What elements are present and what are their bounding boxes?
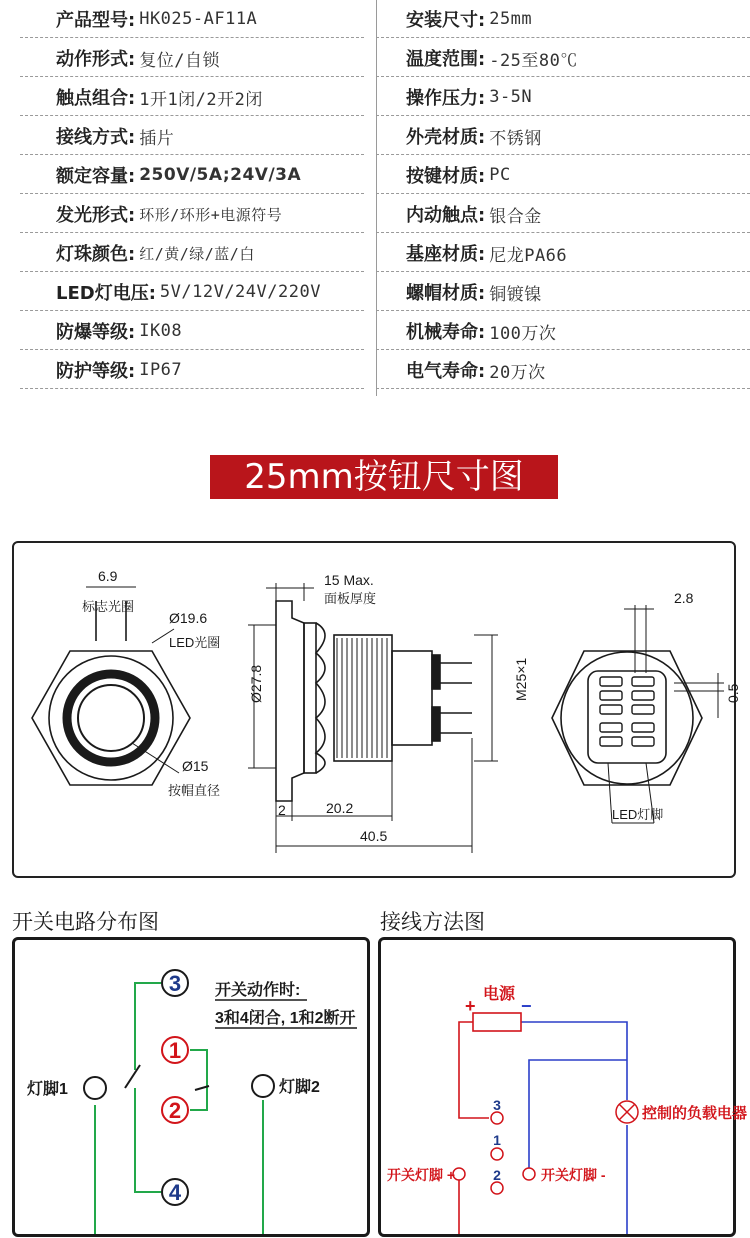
spec-label: 电气寿命: [406,361,486,382]
circuit-terminal-2: 2 [168,1098,182,1123]
dim-20-2: 20.2 [326,800,354,816]
dim-19-6: Ø19.6 [169,610,208,626]
wiring-panel [378,937,748,1237]
dim-m25: M25×1 [513,657,529,701]
spec-label: 内动触点: [406,205,486,226]
wiring-power-label: 电源 [483,986,516,1003]
spec-label: 机械寿命: [406,322,486,343]
spec-row [376,78,750,116]
spec-label: 操作压力: [406,88,486,109]
label-indicator-ring: 标志光圈 [82,599,135,614]
circuit-panel [12,937,370,1237]
circuit-lamp2-label: 灯脚2 [279,1079,320,1096]
side-thread [334,635,392,761]
spec-label: LED灯电压: [56,283,156,304]
wiring-pin-plus-label: 开关灯脚 + [387,1167,456,1183]
spec-row [20,117,364,155]
wiring-terminal-1: 1 [493,1132,501,1148]
dimension-drawing-panel [12,541,741,878]
circuit-terminal-3: 3 [168,971,182,996]
front-button-cap [78,685,144,751]
spec-value: 100万次 [489,323,557,344]
dimension-drawing [14,543,741,876]
wiring-minus: − [521,996,532,1016]
spec-row [20,273,364,311]
spec-label: 接线方式: [56,127,136,148]
circuit-section-title: 开关电路分布图 [12,910,159,934]
spec-label: 螺帽材质: [406,283,486,304]
dim-2-8: 2.8 [674,590,694,606]
spec-row [20,351,364,389]
spec-row [376,156,750,194]
spec-label: 基座材质: [406,244,486,265]
spec-row [20,156,364,194]
dimension-banner-title: 25mm按钮尺寸图 [210,455,558,499]
spec-row [20,312,364,350]
wiring-load-label: 控制的负载电器 [642,1105,748,1122]
spec-row [376,273,750,311]
spec-value: 铜镀镍 [489,284,542,305]
spec-row [20,78,364,116]
spec-label: 灯珠颜色: [56,244,136,265]
wiring-section-title: 接线方法图 [380,910,485,934]
spec-label: 温度范围: [406,49,486,70]
spec-value: 插片 [139,128,175,149]
circuit-diagram [15,940,367,1234]
spec-label: 防护等级: [56,361,136,382]
dim-0-5: 0.5 [725,683,741,703]
dim-27-8: Ø27.8 [248,664,264,703]
rear-view [552,605,724,823]
spec-label: 动作形式: [56,49,136,70]
side-flange [276,601,304,801]
spec-value: 银合金 [489,206,542,227]
circuit-terminal-4: 4 [168,1180,182,1205]
spec-value: 3-5N [489,87,533,107]
spec-row [376,117,750,155]
spec-value: 复位/自锁 [139,50,220,71]
spec-row [20,39,364,77]
spec-row [376,0,750,38]
wiring-terminal-3: 3 [493,1097,501,1113]
spec-label: 额定容量: [56,166,136,187]
wiring-pin-minus-label: 开关灯脚 - [541,1167,606,1183]
spec-value: 20万次 [489,362,546,383]
spec-label: 外壳材质: [406,127,486,148]
spec-row [20,234,364,272]
spec-value: -25至80℃ [489,50,578,71]
spec-row [376,234,750,272]
dim-40-5: 40.5 [360,828,388,844]
side-nut [304,623,316,773]
dim-15: Ø15 [182,758,209,774]
wiring-plus: + [465,996,476,1016]
label-panel-thickness: 面板厚度 [324,591,377,606]
label-led-ring: LED光圈 [169,635,221,650]
spec-label: 安装尺寸: [406,10,486,31]
spec-row [20,195,364,233]
circuit-note-line1: 开关动作时: [215,982,301,999]
spec-label: 触点组合: [56,88,136,109]
spec-label: 产品型号: [56,10,136,31]
dim-15-max: 15 Max. [324,572,374,588]
spec-value: 不锈钢 [489,128,542,149]
spec-row [376,351,750,389]
front-view [32,587,190,785]
spec-value: IK08 [139,321,183,341]
spec-value: 红/黄/绿/蓝/白 [139,244,255,263]
spec-value: 250V/5A;24V/3A [139,165,302,185]
circuit-terminal-1: 1 [168,1038,182,1063]
spec-value: IP67 [139,360,183,380]
spec-value: 尼龙PA66 [489,245,568,266]
spec-value: PC [489,165,511,185]
label-led-pin: LED灯脚 [612,807,664,822]
dim-6-9: 6.9 [98,568,118,584]
spec-value: 25mm [489,9,533,29]
spec-value: 环形/环形+电源符号 [139,205,283,224]
spec-label: 防爆等级: [56,322,136,343]
spec-value: 1开1闭/2开2闭 [139,89,263,110]
spec-row [20,0,364,38]
spec-row [376,195,750,233]
spec-table [0,0,750,400]
spec-row [376,312,750,350]
label-cap-diameter: 按帽直径 [168,783,221,798]
spec-value: 5V/12V/24V/220V [159,282,321,302]
spec-row [376,39,750,77]
spec-label: 按键材质: [406,166,486,187]
wiring-diagram [381,940,748,1234]
spec-label: 发光形式: [56,205,136,226]
side-body [392,651,432,745]
spec-value: HK025-AF11A [139,9,258,29]
wiring-terminal-2: 2 [493,1167,501,1183]
circuit-note-line2: 3和4闭合, 1和2断开 [215,1010,356,1027]
dim-2: 2 [278,802,286,818]
circuit-lamp1-label: 灯脚1 [27,1081,68,1098]
